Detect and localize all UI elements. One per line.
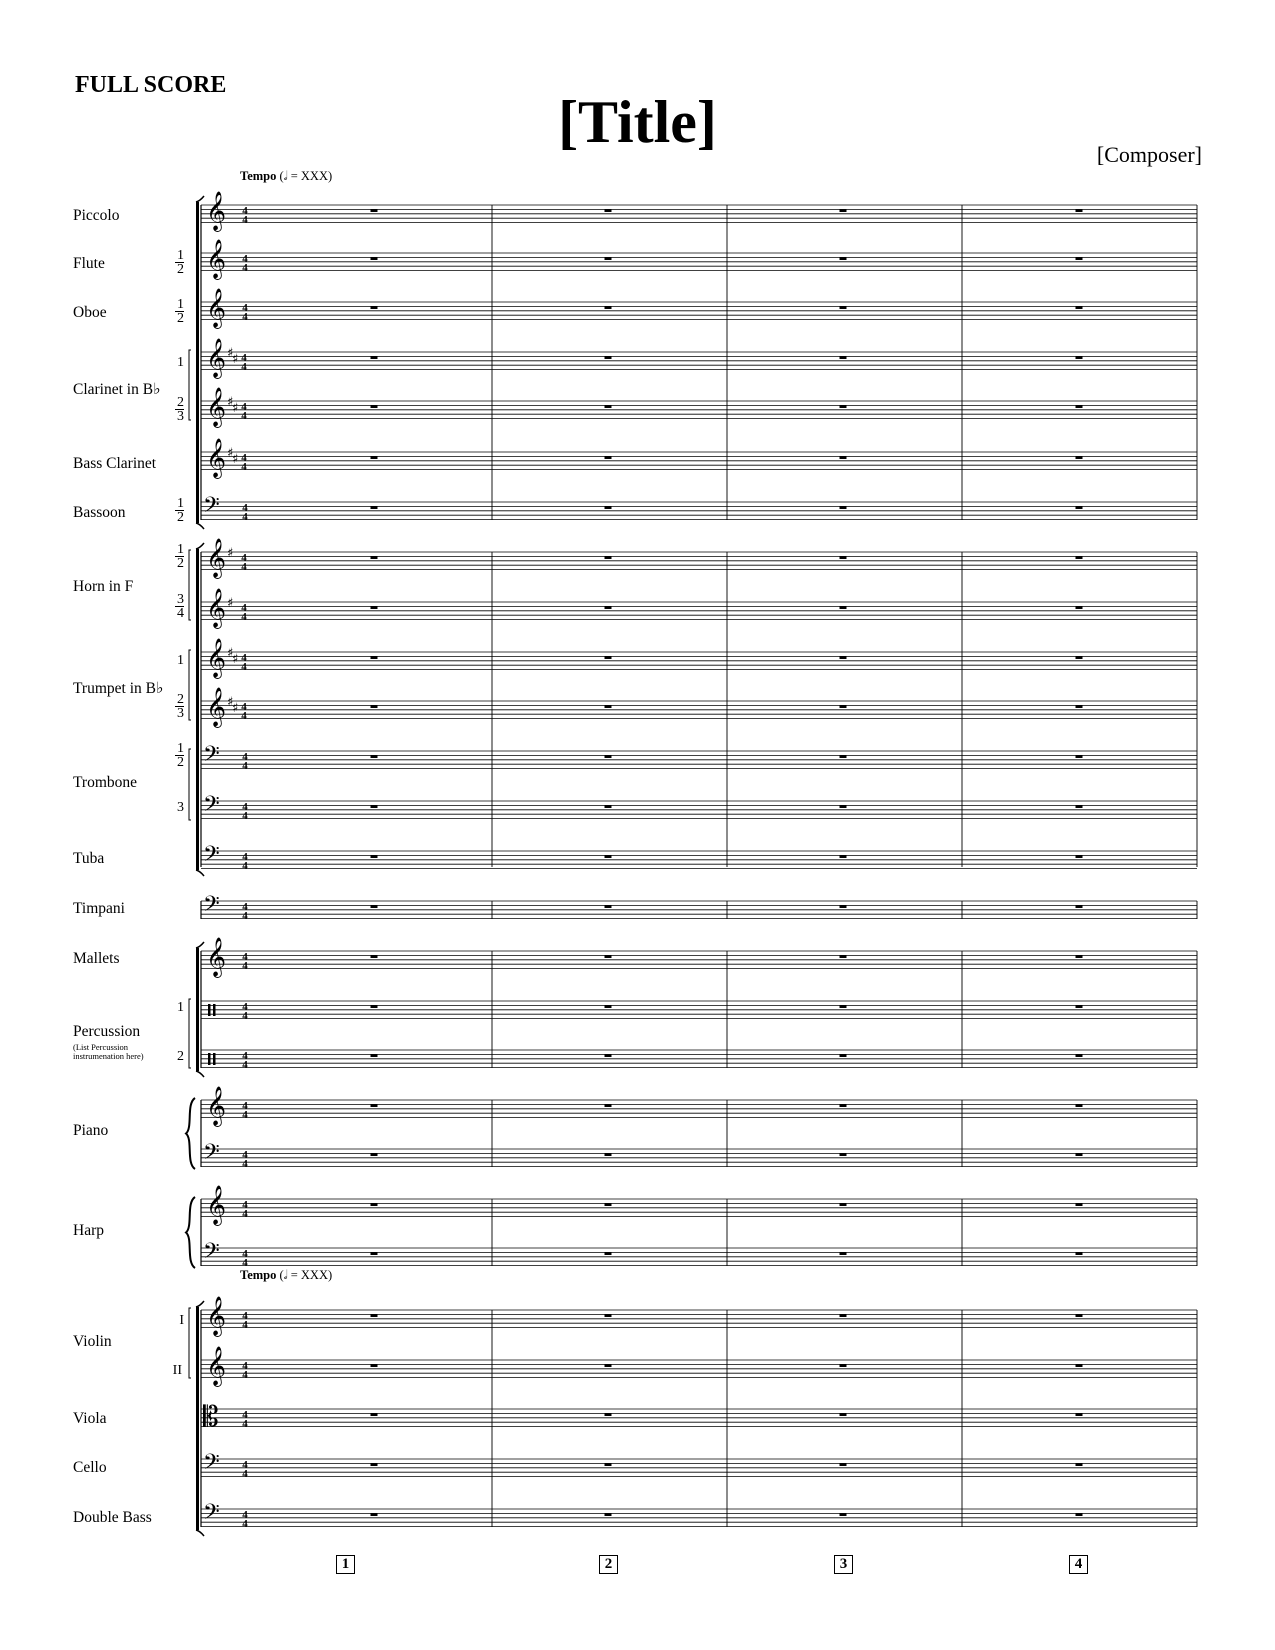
- part-number-clarinet-2-3: 2 3: [177, 395, 184, 424]
- whole-rest-icon: [371, 855, 378, 858]
- time-signature-bottom: 4: [242, 1208, 248, 1220]
- whole-rest-icon: [371, 805, 378, 808]
- whole-rest-icon: [371, 1104, 378, 1107]
- time-signature-top: 4: [242, 502, 248, 514]
- whole-rest-icon: [605, 1005, 612, 1008]
- whole-rest-icon: [1076, 257, 1083, 260]
- instrument-name-trombone: Trombone: [73, 774, 138, 791]
- whole-rest-icon: [1076, 209, 1083, 212]
- time-signature-bottom: 4: [241, 410, 247, 422]
- whole-rest-icon: [605, 556, 612, 559]
- whole-rest-icon: [840, 405, 847, 408]
- whole-rest-icon: [840, 1252, 847, 1255]
- whole-rest-icon: [840, 1314, 847, 1317]
- whole-rest-icon: [605, 805, 612, 808]
- whole-rest-icon: [840, 1364, 847, 1367]
- time-signature-top: 4: [242, 253, 248, 265]
- woodwinds-bracket: [196, 202, 199, 523]
- sharp-icon: ♯: [232, 352, 239, 367]
- instrument-name-piccolo: Piccolo: [73, 207, 120, 224]
- whole-rest-icon: [840, 1104, 847, 1107]
- whole-rest-icon: [1076, 755, 1083, 758]
- whole-rest-icon: [840, 556, 847, 559]
- whole-rest-icon: [371, 1252, 378, 1255]
- strings-bracket-hook: [196, 1530, 204, 1536]
- time-signature-top: 4: [242, 851, 248, 863]
- time-signature-top: 4: [242, 1100, 248, 1112]
- instrument-name-clarinet: Clarinet in B♭: [73, 381, 161, 398]
- tempo-value: = XXX): [290, 1268, 333, 1282]
- time-signature-top: 4: [242, 205, 248, 217]
- time-signature-bottom: 4: [242, 1468, 248, 1480]
- trombone-sub-bracket: [189, 749, 191, 820]
- whole-rest-icon: [605, 506, 612, 509]
- whole-rest-icon: [605, 1054, 612, 1057]
- time-signature-top: 4: [241, 552, 247, 564]
- whole-rest-icon: [605, 405, 612, 408]
- whole-rest-icon: [840, 1054, 847, 1057]
- time-signature-bottom: 4: [242, 1059, 248, 1071]
- violin-sub-bracket: [189, 1308, 191, 1378]
- part-number-flute: 1 2: [177, 248, 184, 277]
- whole-rest-icon: [1076, 1413, 1083, 1416]
- whole-rest-icon: [840, 356, 847, 359]
- instrument-name-percussion: Percussion: [73, 1023, 141, 1040]
- time-signature-bottom: 4: [241, 661, 247, 673]
- time-signature-bottom: 4: [242, 1369, 248, 1381]
- treble-clef-icon: 𝄞: [206, 638, 227, 678]
- whole-rest-icon: [840, 755, 847, 758]
- treble-clef-icon: 𝄞: [206, 1346, 227, 1386]
- treble-clef-icon: 𝄞: [206, 191, 227, 231]
- sharp-icon: ♯: [227, 446, 234, 461]
- treble-clef-icon: 𝄞: [206, 937, 227, 977]
- brass-bracket-hook: [196, 543, 204, 549]
- instrument-name-horn: Horn in F: [73, 578, 134, 595]
- percussion-instrumentation-note: (List Percussion instrumenation here): [73, 1042, 144, 1061]
- treble-clef-icon: 𝄞: [206, 1185, 227, 1225]
- time-signature-top: 4: [241, 452, 247, 464]
- instrument-name-trumpet: Trumpet in B♭: [73, 680, 164, 697]
- whole-rest-icon: [371, 257, 378, 260]
- whole-rest-icon: [840, 306, 847, 309]
- time-signature-bottom: 4: [241, 361, 247, 373]
- part-number-percussion-2: 2: [177, 1049, 184, 1064]
- whole-rest-icon: [840, 905, 847, 908]
- whole-rest-icon: [605, 1463, 612, 1466]
- instrument-name-mallets: Mallets: [73, 950, 120, 967]
- instrument-name-timpani: Timpani: [73, 900, 125, 917]
- part-number-percussion-1: 1: [177, 1000, 184, 1015]
- whole-rest-icon: [371, 556, 378, 559]
- sharp-icon: ♯: [232, 652, 239, 667]
- time-signature-bottom: 4: [242, 810, 248, 822]
- composer-name: [Composer]: [1096, 142, 1202, 167]
- clarinet-sub-bracket: [189, 350, 191, 420]
- whole-rest-icon: [1076, 1104, 1083, 1107]
- whole-rest-icon: [840, 1203, 847, 1206]
- whole-rest-icon: [840, 955, 847, 958]
- part-number-violin-1: I: [179, 1313, 184, 1328]
- whole-rest-icon: [371, 955, 378, 958]
- part-number-trumpet-2-3: 2 3: [177, 692, 184, 721]
- measure-number-1: 1: [336, 1555, 355, 1574]
- piano-brace: [186, 1098, 195, 1169]
- instrument-name-piano: Piano: [73, 1122, 109, 1139]
- whole-rest-icon: [605, 257, 612, 260]
- whole-rest-icon: [371, 1413, 378, 1416]
- whole-rest-icon: [371, 1153, 378, 1156]
- bass-clef-icon: 𝄢: [203, 742, 220, 772]
- whole-rest-icon: [605, 1413, 612, 1416]
- sharp-icon: ♯: [227, 695, 234, 710]
- bass-clef-icon: 𝄢: [203, 842, 220, 872]
- whole-rest-icon: [605, 356, 612, 359]
- whole-rest-icon: [605, 1104, 612, 1107]
- whole-rest-icon: [1076, 556, 1083, 559]
- whole-rest-icon: [840, 1513, 847, 1516]
- whole-rest-icon: [1076, 1005, 1083, 1008]
- instrument-name-bass-clarinet: Bass Clarinet: [73, 455, 157, 472]
- whole-rest-icon: [1076, 905, 1083, 908]
- time-signature-bottom: 4: [242, 1257, 248, 1269]
- whole-rest-icon: [605, 1513, 612, 1516]
- percussion-bracket-hook: [196, 1071, 204, 1077]
- percussion-bracket-hook: [196, 942, 204, 948]
- woodwinds-bracket-hook: [196, 196, 204, 202]
- time-signature-top: 4: [242, 1459, 248, 1471]
- instrument-name-viola: Viola: [73, 1410, 107, 1427]
- whole-rest-icon: [371, 209, 378, 212]
- time-signature-top: 4: [242, 901, 248, 913]
- whole-rest-icon: [371, 506, 378, 509]
- sharp-icon: ♯: [232, 701, 239, 716]
- whole-rest-icon: [1076, 1054, 1083, 1057]
- sharp-icon: ♯: [227, 395, 234, 410]
- treble-clef-icon: 𝄞: [206, 538, 227, 578]
- percussion-clef-icon: [213, 1004, 216, 1016]
- tempo-paren: (: [279, 1268, 284, 1282]
- whole-rest-icon: [605, 1203, 612, 1206]
- whole-rest-icon: [840, 656, 847, 659]
- time-signature-top: 4: [242, 1050, 248, 1062]
- whole-rest-icon: [1076, 1364, 1083, 1367]
- strings-bracket: [196, 1307, 199, 1530]
- time-signature-top: 4: [242, 302, 248, 314]
- time-signature-top: 4: [241, 401, 247, 413]
- percussion-clef-icon: [208, 1053, 211, 1065]
- instrument-name-cello: Cello: [73, 1459, 107, 1476]
- time-signature-bottom: 4: [242, 262, 248, 274]
- part-number-bassoon: 1 2: [177, 496, 184, 525]
- time-signature-bottom: 4: [242, 1158, 248, 1170]
- whole-rest-icon: [371, 1463, 378, 1466]
- page-title: [Title]: [558, 89, 717, 155]
- whole-rest-icon: [371, 456, 378, 459]
- whole-rest-icon: [1076, 1252, 1083, 1255]
- instrument-name-harp: Harp: [73, 1222, 104, 1239]
- whole-rest-icon: [1076, 1153, 1083, 1156]
- whole-rest-icon: [605, 1314, 612, 1317]
- whole-rest-icon: [840, 1463, 847, 1466]
- tempo-paren: (: [279, 169, 284, 183]
- measure-number-4: 4: [1069, 1555, 1088, 1574]
- whole-rest-icon: [605, 855, 612, 858]
- time-signature-bottom: 4: [241, 611, 247, 623]
- instrument-name-double-bass: Double Bass: [73, 1509, 152, 1526]
- bass-clef-icon: 𝄢: [203, 892, 220, 922]
- whole-rest-icon: [840, 209, 847, 212]
- treble-clef-icon: 𝄞: [206, 1086, 227, 1126]
- treble-clef-icon: 𝄞: [206, 1296, 227, 1336]
- time-signature-top: 4: [242, 1409, 248, 1421]
- time-signature-bottom: 4: [242, 960, 248, 972]
- whole-rest-icon: [1076, 606, 1083, 609]
- harp-brace: [186, 1197, 195, 1268]
- time-signature-top: 4: [242, 1360, 248, 1372]
- horn-sub-bracket: [189, 550, 191, 620]
- time-signature-bottom: 4: [242, 1010, 248, 1022]
- whole-rest-icon: [371, 705, 378, 708]
- part-number-trumpet-1: 1: [177, 653, 184, 668]
- percussion-clef-icon: [208, 1004, 211, 1016]
- treble-clef-icon: 𝄞: [206, 338, 227, 378]
- whole-rest-icon: [371, 905, 378, 908]
- whole-rest-icon: [371, 405, 378, 408]
- whole-rest-icon: [840, 606, 847, 609]
- bass-clef-icon: 𝄢: [203, 1140, 220, 1170]
- tempo-word: Tempo: [240, 1268, 277, 1282]
- whole-rest-icon: [605, 905, 612, 908]
- whole-rest-icon: [840, 506, 847, 509]
- brass-bracket: [196, 549, 199, 870]
- time-signature-top: 4: [241, 352, 247, 364]
- whole-rest-icon: [1076, 356, 1083, 359]
- sharp-icon: ♯: [232, 452, 239, 467]
- sharp-icon: ♯: [227, 596, 234, 611]
- sharp-icon: ♯: [227, 546, 234, 561]
- whole-rest-icon: [605, 606, 612, 609]
- whole-rest-icon: [1076, 1203, 1083, 1206]
- whole-rest-icon: [605, 1364, 612, 1367]
- whole-rest-icon: [840, 1153, 847, 1156]
- whole-rest-icon: [371, 356, 378, 359]
- time-signature-top: 4: [242, 1248, 248, 1260]
- whole-rest-icon: [1076, 1314, 1083, 1317]
- instrument-name-flute: Flute: [73, 255, 105, 272]
- part-number-trombone-3: 3: [177, 800, 184, 815]
- time-signature-top: 4: [242, 1310, 248, 1322]
- sharp-icon: ♯: [232, 401, 239, 416]
- time-signature-top: 4: [241, 602, 247, 614]
- whole-rest-icon: [840, 1005, 847, 1008]
- time-signature-bottom: 4: [242, 214, 248, 226]
- tempo-value: = XXX): [290, 169, 333, 183]
- time-signature-top: 4: [242, 1509, 248, 1521]
- time-signature-bottom: 4: [241, 461, 247, 473]
- whole-rest-icon: [605, 656, 612, 659]
- whole-rest-icon: [1076, 456, 1083, 459]
- whole-rest-icon: [371, 1054, 378, 1057]
- whole-rest-icon: [1076, 656, 1083, 659]
- whole-rest-icon: [371, 1203, 378, 1206]
- woodwinds-bracket-hook: [196, 523, 204, 529]
- whole-rest-icon: [605, 456, 612, 459]
- percussion-bracket: [196, 948, 199, 1071]
- part-number-horn-3-4: 3 4: [177, 592, 184, 621]
- time-signature-bottom: 4: [241, 710, 247, 722]
- whole-rest-icon: [605, 306, 612, 309]
- tempo-word: Tempo: [240, 169, 277, 183]
- sharp-icon: ♯: [227, 346, 234, 361]
- whole-rest-icon: [605, 955, 612, 958]
- whole-rest-icon: [1076, 306, 1083, 309]
- treble-clef-icon: 𝄞: [206, 687, 227, 727]
- whole-rest-icon: [840, 705, 847, 708]
- whole-rest-icon: [1076, 955, 1083, 958]
- whole-rest-icon: [371, 656, 378, 659]
- whole-rest-icon: [371, 1005, 378, 1008]
- whole-rest-icon: [605, 755, 612, 758]
- whole-rest-icon: [840, 855, 847, 858]
- whole-rest-icon: [371, 1364, 378, 1367]
- time-signature-top: 4: [242, 751, 248, 763]
- half-note-icon: 𝅗𝅥: [283, 1268, 288, 1282]
- score-type-label: FULL SCORE: [75, 72, 227, 98]
- whole-rest-icon: [1076, 506, 1083, 509]
- half-note-icon: 𝅗𝅥: [283, 169, 288, 183]
- time-signature-top: 4: [242, 1149, 248, 1161]
- whole-rest-icon: [1076, 805, 1083, 808]
- instrument-name-tuba: Tuba: [73, 850, 105, 867]
- bass-clef-icon: 𝄢: [203, 1500, 220, 1530]
- whole-rest-icon: [840, 1413, 847, 1416]
- measure-number-2: 2: [599, 1555, 618, 1574]
- percussion-sub-bracket: [189, 999, 191, 1068]
- whole-rest-icon: [1076, 855, 1083, 858]
- time-signature-top: 4: [241, 652, 247, 664]
- instrument-name-violin: Violin: [73, 1333, 112, 1350]
- treble-clef-icon: 𝄞: [206, 239, 227, 279]
- bass-clef-icon: 𝄢: [203, 493, 220, 523]
- whole-rest-icon: [371, 1314, 378, 1317]
- time-signature-bottom: 4: [241, 561, 247, 573]
- time-signature-bottom: 4: [242, 1319, 248, 1331]
- part-number-oboe: 1 2: [177, 297, 184, 326]
- whole-rest-icon: [371, 1513, 378, 1516]
- whole-rest-icon: [1076, 1463, 1083, 1466]
- time-signature-top: 4: [242, 801, 248, 813]
- measure-number-3: 3: [834, 1555, 853, 1574]
- time-signature-bottom: 4: [242, 511, 248, 523]
- whole-rest-icon: [840, 456, 847, 459]
- bass-clef-icon: 𝄢: [203, 1450, 220, 1480]
- whole-rest-icon: [1076, 1513, 1083, 1516]
- part-number-clarinet-1: 1: [177, 355, 184, 370]
- time-signature-top: 4: [242, 1199, 248, 1211]
- whole-rest-icon: [605, 1252, 612, 1255]
- treble-clef-icon: 𝄞: [206, 588, 227, 628]
- whole-rest-icon: [840, 805, 847, 808]
- time-signature-top: 4: [242, 951, 248, 963]
- time-signature-bottom: 4: [242, 1109, 248, 1121]
- time-signature-bottom: 4: [242, 1418, 248, 1430]
- bass-clef-icon: 𝄢: [203, 1239, 220, 1269]
- whole-rest-icon: [605, 1153, 612, 1156]
- whole-rest-icon: [371, 306, 378, 309]
- bass-clef-icon: 𝄢: [203, 792, 220, 822]
- treble-clef-icon: 𝄞: [206, 387, 227, 427]
- whole-rest-icon: [840, 257, 847, 260]
- time-signature-bottom: 4: [242, 910, 248, 922]
- part-number-horn-1-2: 1 2: [177, 542, 184, 571]
- whole-rest-icon: [371, 755, 378, 758]
- time-signature-bottom: 4: [242, 311, 248, 323]
- part-number-violin-2: II: [172, 1363, 182, 1378]
- trumpet-sub-bracket: [189, 650, 191, 720]
- instrument-name-bassoon: Bassoon: [73, 504, 126, 521]
- whole-rest-icon: [605, 209, 612, 212]
- sharp-icon: ♯: [227, 646, 234, 661]
- alto-clef-icon: 𝄡: [203, 1400, 219, 1433]
- treble-clef-icon: 𝄞: [206, 288, 227, 328]
- whole-rest-icon: [371, 606, 378, 609]
- percussion-clef-icon: [213, 1053, 216, 1065]
- whole-rest-icon: [605, 705, 612, 708]
- time-signature-top: 4: [242, 1001, 248, 1013]
- time-signature-bottom: 4: [242, 760, 248, 772]
- time-signature-bottom: 4: [242, 1518, 248, 1530]
- time-signature-top: 4: [241, 701, 247, 713]
- part-number-trombone-1-2: 1 2: [177, 741, 184, 770]
- strings-bracket-hook: [196, 1301, 204, 1307]
- whole-rest-icon: [1076, 705, 1083, 708]
- instrument-name-oboe: Oboe: [73, 304, 107, 321]
- whole-rest-icon: [1076, 405, 1083, 408]
- time-signature-bottom: 4: [242, 860, 248, 872]
- treble-clef-icon: 𝄞: [206, 438, 227, 478]
